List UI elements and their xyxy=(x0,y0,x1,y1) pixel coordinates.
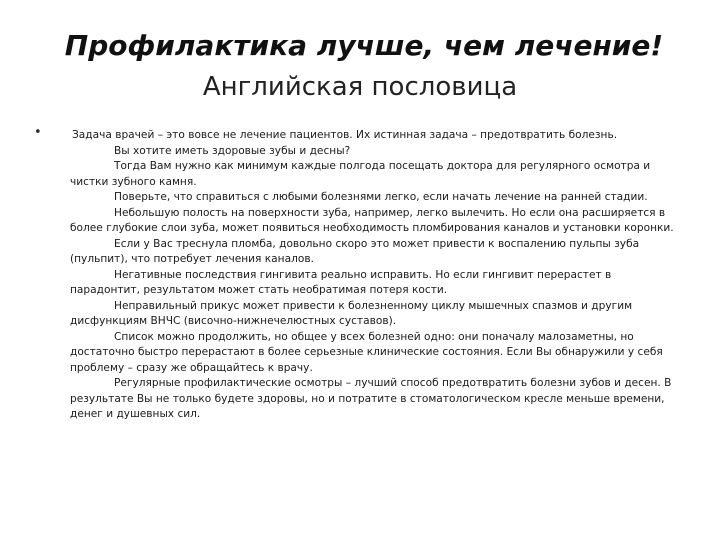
paragraph: Список можно продолжить, но общее у всех болезней одно: они поначалу малозаметны, но достаточно быстро перерастают в более серьезные клинические состояния. Если Вы обнаружили у себя проблему – сразу же обращайтесь к врачу. xyxy=(70,330,663,374)
slide-body xyxy=(70,128,678,423)
paragraph: Если у Вас треснула пломба, довольно скоро это может привести к воспалению пульпы зуба (пульпит), что потребует лечения каналов. xyxy=(70,237,640,265)
title-block xyxy=(0,26,720,106)
paragraph: Небольшую полость на поверхности зуба, например, легко вылечить. Но если она расширяется в более глубокие слои зуба, может появиться необходимость пломбирования каналов и установки коронки. xyxy=(70,206,674,234)
slide-title: Профилактика лучше, чем лечение! xyxy=(64,29,664,62)
paragraph: Вы хотите иметь здоровые зубы и десны? xyxy=(114,144,351,157)
paragraph: Тогда Вам нужно как минимум каждые полгода посещать доктора для регулярного осмотра и чистки зубного камня. xyxy=(70,160,651,188)
paragraph: Задача врачей – это вовсе не лечение пациентов. Их истинная задача – предотвратить болезнь. xyxy=(72,129,618,141)
paragraph: Неправильный прикус может привести к болезненному циклу мышечных спазмов и другим дисфункциям ВНЧС (височно-нижнечелюстных суставов). xyxy=(70,299,633,327)
paragraph: Негативные последствия гингивита реально исправить. Но если гингивит перерастет в парадонтит, результатом может стать необратимая потеря кости. xyxy=(70,268,612,296)
paragraph: Регулярные профилактические осмотры – лучший способ предотвратить болезни зубов и десен. В результате Вы не только будете здоровы, но и потратите в стоматологическом кресле меньше времени, денег и душевных сил. xyxy=(70,377,672,420)
slide-subtitle: Английская пословица xyxy=(202,72,518,102)
bullet-marker: • xyxy=(34,125,42,140)
paragraph: Поверьте, что справиться с любыми болезнями легко, если начать лечение на ранней стадии. xyxy=(114,191,648,203)
